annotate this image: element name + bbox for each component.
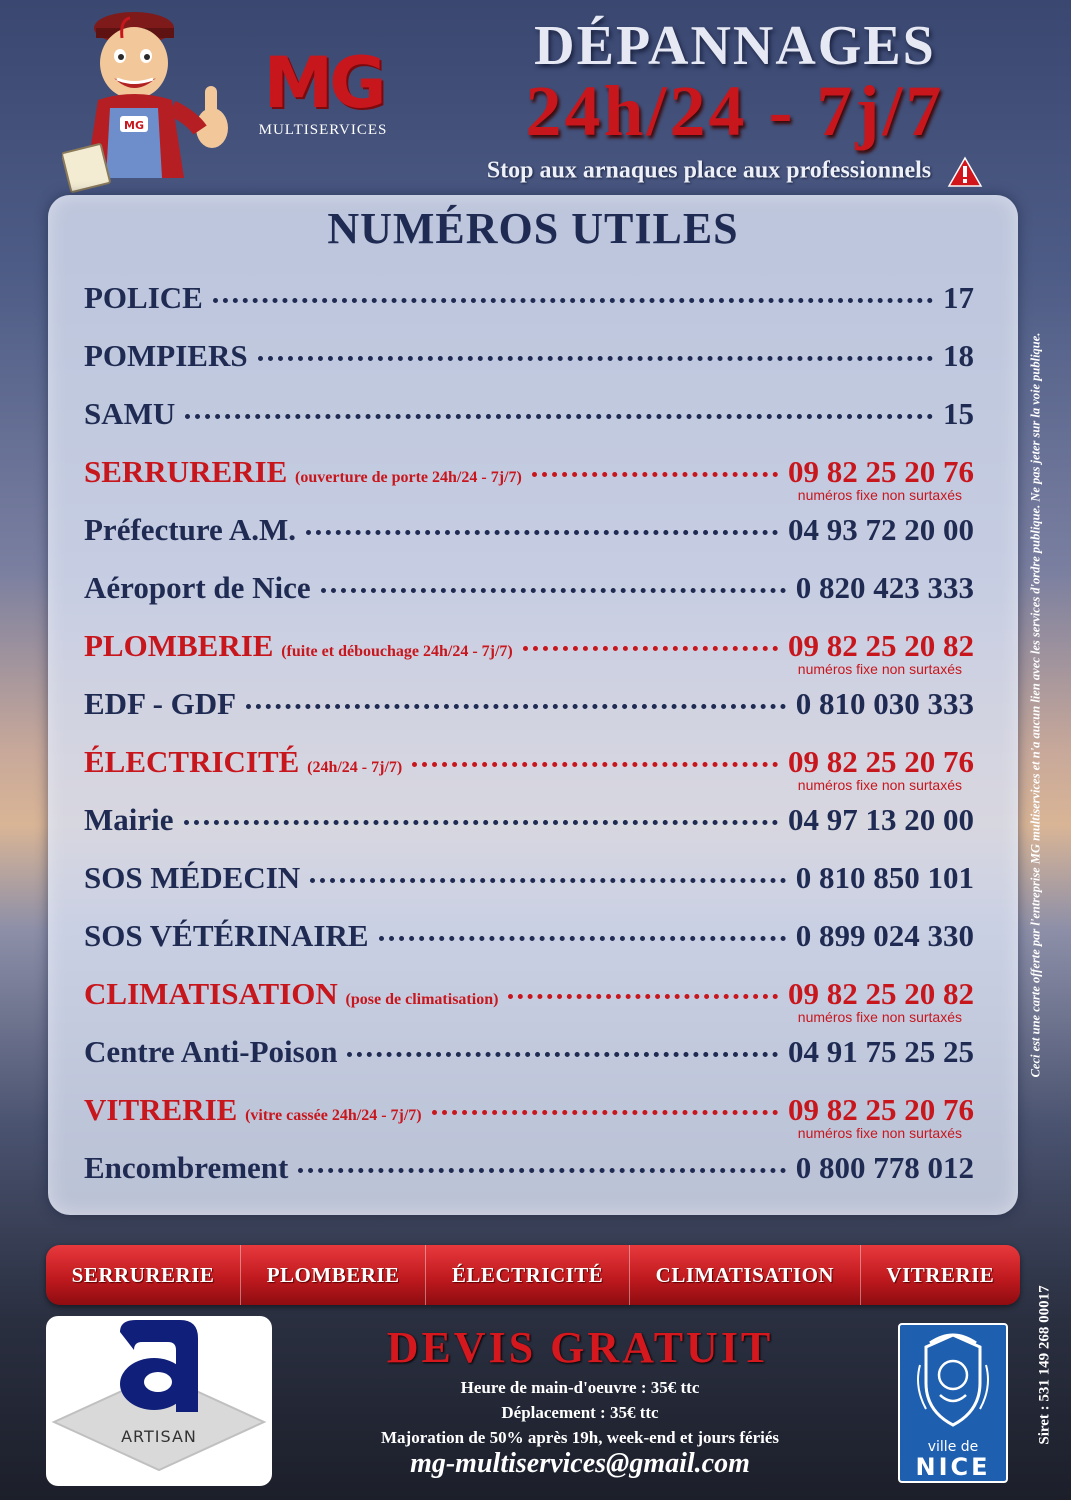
number-row xyxy=(84,338,974,388)
mg-logo xyxy=(248,42,398,148)
row-subnote: numéros fixe non surtaxés xyxy=(797,487,962,503)
row-name: SERRURERIE xyxy=(84,454,288,489)
number-row xyxy=(84,570,974,620)
warning-icon xyxy=(947,156,983,188)
row-number[interactable]: 09 82 25 20 76 xyxy=(788,744,974,779)
header-title: DÉPANNAGES xyxy=(534,15,936,77)
side-note xyxy=(1022,225,1050,1185)
row-number[interactable]: 17 xyxy=(943,280,974,315)
row-leader-dots xyxy=(184,820,778,825)
service-climatisation: CLIMATISATION xyxy=(630,1245,861,1305)
row-subnote: numéros fixe non surtaxés xyxy=(797,1125,962,1141)
number-row xyxy=(84,686,974,736)
row-label xyxy=(84,686,236,722)
row-subnote: numéros fixe non surtaxés xyxy=(797,1009,962,1025)
siret xyxy=(1030,1250,1060,1480)
row-number[interactable]: 09 82 25 20 82 xyxy=(788,628,974,663)
row-note: (24h/24 - 7j/7) xyxy=(307,759,403,776)
row-label xyxy=(84,280,203,316)
service-serrurerie: SERRURERIE xyxy=(46,1245,241,1305)
number-row xyxy=(84,280,974,330)
row-name: CLIMATISATION xyxy=(84,976,338,1011)
row-number[interactable]: 04 91 75 25 25 xyxy=(788,1034,974,1069)
number-row xyxy=(84,512,974,562)
side-note-text: Ceci est une carte offerte par l'entreprise MG multiservices et n'a aucun lien avec les services d'ordre publique. Ne pas jeter sur la voie publique. xyxy=(1028,332,1043,1078)
row-note: (pose de climatisation) xyxy=(345,991,499,1008)
services-bar xyxy=(46,1245,1020,1305)
tagline-text: Stop aux arnaques place aux professionnels xyxy=(486,157,932,184)
row-label xyxy=(84,860,300,896)
number-row xyxy=(84,1092,974,1142)
number-row xyxy=(84,744,974,794)
row-name: Préfecture A.M. xyxy=(84,512,297,547)
row-number[interactable]: 0 810 030 333 xyxy=(795,686,974,721)
number-row xyxy=(84,976,974,1026)
row-name: POLICE xyxy=(84,280,203,315)
row-note: (vitre cassée 24h/24 - 7j/7) xyxy=(245,1107,422,1124)
row-label xyxy=(84,1034,337,1070)
number-row xyxy=(84,454,974,504)
row-leader-dots xyxy=(379,936,786,941)
row-leader-dots xyxy=(213,298,933,303)
logo-subtitle: MULTISERVICES xyxy=(258,122,388,138)
service-plomberie: PLOMBERIE xyxy=(241,1245,426,1305)
number-row xyxy=(84,396,974,446)
number-row xyxy=(84,1034,974,1084)
number-row xyxy=(84,918,974,968)
row-leader-dots xyxy=(523,646,778,651)
row-name: EDF - GDF xyxy=(84,686,237,721)
row-leader-dots xyxy=(310,878,786,883)
nice-logo-line1: ville de xyxy=(927,1439,979,1455)
row-leader-dots xyxy=(185,414,933,419)
service-vitrerie: VITRERIE xyxy=(886,1262,995,1287)
nice-logo-line2: NICE xyxy=(915,1453,991,1481)
number-row xyxy=(84,1150,974,1200)
row-note: (fuite et débouchage 24h/24 - 7j/7) xyxy=(281,643,513,660)
row-note: (ouverture de porte 24h/24 - 7j/7) xyxy=(295,469,522,486)
row-subnote: numéros fixe non surtaxés xyxy=(797,661,962,677)
useful-numbers-panel xyxy=(48,195,1018,1215)
number-row xyxy=(84,860,974,910)
row-label xyxy=(84,744,402,780)
logo-mark: MG xyxy=(263,42,383,124)
row-label xyxy=(84,918,369,954)
row-leader-dots xyxy=(258,356,933,361)
row-label xyxy=(84,1150,288,1186)
row-leader-dots xyxy=(412,762,778,767)
row-name: Aéroport de Nice xyxy=(84,570,311,605)
devis-labor: Heure de main-d'oeuvre : 35€ ttc xyxy=(460,1378,700,1397)
row-number[interactable]: 0 820 423 333 xyxy=(795,570,974,605)
devis-title: DEVIS GRATUIT xyxy=(386,1323,774,1372)
row-label xyxy=(84,1092,422,1128)
row-subnote: numéros fixe non surtaxés xyxy=(797,777,962,793)
siret-text: Siret : 531 149 268 00017 xyxy=(1036,1285,1053,1445)
row-number[interactable]: 18 xyxy=(943,338,974,373)
row-name: PLOMBERIE xyxy=(84,628,274,663)
row-name: SOS VÉTÉRINAIRE xyxy=(84,918,369,953)
row-name: Encombrement xyxy=(84,1150,289,1185)
row-number[interactable]: 0 899 024 330 xyxy=(795,918,974,953)
row-label xyxy=(84,396,175,432)
row-number[interactable]: 04 93 72 20 00 xyxy=(788,512,974,547)
row-leader-dots xyxy=(298,1168,786,1173)
row-name: SOS MÉDECIN xyxy=(84,860,301,895)
row-leader-dots xyxy=(432,1110,778,1115)
artisan-label: ARTISAN xyxy=(121,1427,197,1446)
row-name: SAMU xyxy=(84,396,176,431)
row-number[interactable]: 04 97 13 20 00 xyxy=(788,802,974,837)
row-number[interactable]: 09 82 25 20 82 xyxy=(788,976,974,1011)
row-leader-dots xyxy=(321,588,786,593)
row-label xyxy=(84,570,311,606)
row-label xyxy=(84,512,296,548)
row-number[interactable]: 15 xyxy=(943,396,974,431)
service-electricite: ÉLECTRICITÉ xyxy=(426,1245,630,1305)
row-number[interactable]: 09 82 25 20 76 xyxy=(788,1092,974,1127)
row-label xyxy=(84,802,174,838)
number-row xyxy=(84,628,974,678)
contact-email[interactable]: mg-multiservices@gmail.com xyxy=(410,1448,750,1479)
row-leader-dots xyxy=(246,704,786,709)
row-number[interactable]: 0 800 778 012 xyxy=(795,1150,974,1185)
ville-de-nice-logo xyxy=(898,1323,1008,1483)
row-name: ÉLECTRICITÉ xyxy=(84,744,300,779)
mascot-badge: MG xyxy=(124,119,144,132)
row-name: Mairie xyxy=(84,802,174,837)
row-name: POMPIERS xyxy=(84,338,248,373)
row-number[interactable]: 09 82 25 20 76 xyxy=(788,454,974,489)
nice-crest-icon xyxy=(900,1325,1006,1437)
devis-travel: Déplacement : 35€ ttc xyxy=(501,1403,659,1422)
row-leader-dots xyxy=(347,1052,778,1057)
artisan-emblem xyxy=(46,1316,272,1486)
header-tagline xyxy=(440,156,1030,188)
row-label xyxy=(84,628,513,664)
row-name: VITRERIE xyxy=(84,1092,238,1127)
panel-title: NUMÉROS UTILES xyxy=(327,204,739,253)
devis-surcharge: Majoration de 50% après 19h, week-end et jours fériés xyxy=(380,1428,779,1447)
row-label xyxy=(84,976,498,1012)
row-number[interactable]: 0 810 850 101 xyxy=(795,860,974,895)
row-label xyxy=(84,338,248,374)
number-row xyxy=(84,802,974,852)
row-leader-dots xyxy=(508,994,778,999)
header-hours: 24h/24 - 7j/7 xyxy=(525,71,945,151)
row-name: Centre Anti-Poison xyxy=(84,1034,338,1069)
artisan-logo xyxy=(46,1316,272,1486)
row-leader-dots xyxy=(532,472,778,477)
mascot-illustration xyxy=(62,8,242,198)
row-label xyxy=(84,454,522,490)
row-leader-dots xyxy=(306,530,778,535)
